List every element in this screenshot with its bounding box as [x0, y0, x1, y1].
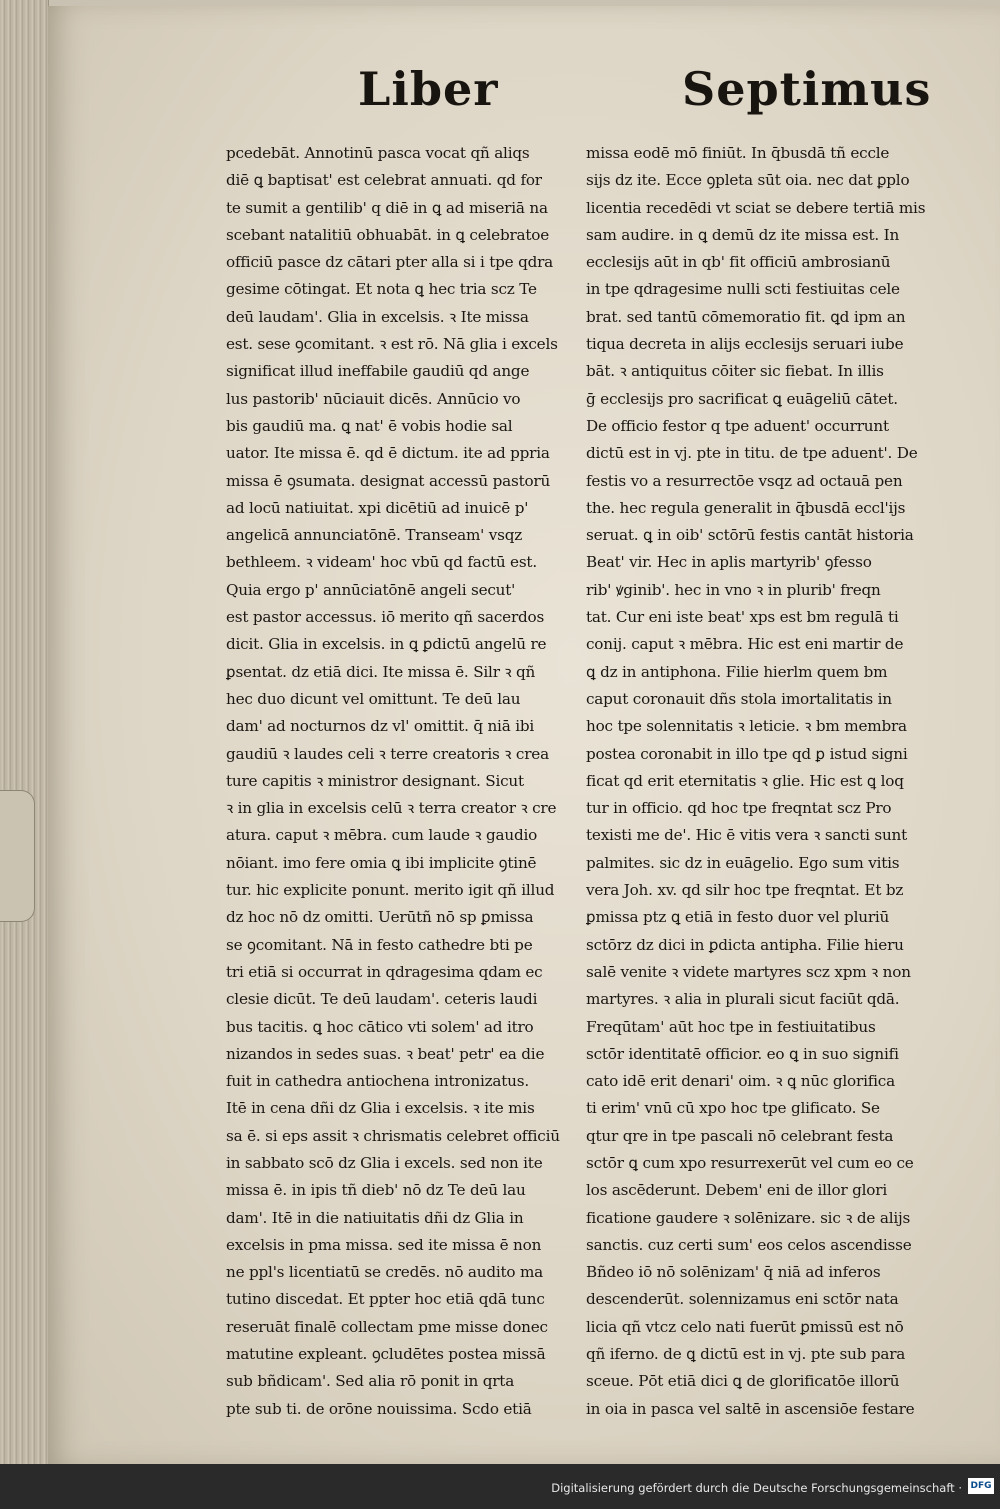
text-line: the. hec regula generalit in q̄busdā eccl'ijs: [586, 498, 906, 517]
text-line: qtur qre in tpe pascali nō celebrant festa: [586, 1126, 894, 1145]
text-line: nizandos in sedes suas. ꝛ beat' petr' ea die: [226, 1044, 545, 1063]
text-line: dictū est in vj. pte in titu. de tpe aduent'. De: [586, 444, 918, 463]
text-line: ecclesijs aūt in qb' fit officiū ambrosianū: [586, 253, 891, 272]
text-line: bāt. ꝛ antiquitus cōiter sic fiebat. In illis: [586, 362, 884, 381]
text-line: licia qñ vtcz celo nati fuerūt ꝑmissū est nō: [586, 1317, 904, 1336]
text-line: ꝛ in glia in excelsis celū ꝛ terra creator ꝛ cre: [226, 799, 557, 818]
text-line: pcedebāt. Annotinū pasca vocat qñ aliqs: [226, 144, 530, 162]
text-line: ture capitis ꝛ ministror designant. Sicut: [226, 771, 524, 790]
text-line: sctōr identitatē officior. eo ꝗ in suo signifi: [586, 1044, 899, 1063]
text-line: tur. hic explicite ponunt. merito igit qñ illud: [226, 881, 555, 900]
text-line: hec duo dicunt vel omittunt. Te deū lau: [226, 689, 521, 708]
text-line: dam'. Itē in die natiuitatis dñi dz Glia in: [226, 1208, 524, 1227]
text-line: est pastor accessus. iō merito qñ sacerdos: [226, 608, 545, 627]
text-line: dam' ad nocturnos dz vl' omittit. q̄ niā ibi: [226, 717, 535, 736]
page-edge-tab: [0, 790, 35, 922]
footer-credit: Digitalisierung gefördert durch die Deutsche Forschungsgemeinschaft ·: [551, 1481, 962, 1495]
text-line: ficat qd erit eternitatis ꝛ glie. Hic est ꝗ loq: [586, 771, 904, 790]
page-edges: [0, 0, 49, 1470]
text-line: missa ē. in ipis tñ dieb' nō dz Te deū lau: [226, 1181, 526, 1200]
text-line: ꝑmissa ptz ꝗ etiā in festo duor vel pluriū: [586, 908, 890, 927]
text-line: seruat. ꝗ in oib' sctōrū festis cantāt historia: [586, 526, 914, 545]
text-line: tutino discedat. Et ppter hoc etiā qdā tunc: [226, 1290, 545, 1309]
text-line: caput coronauit dñs stola imortalitatis in: [586, 689, 892, 708]
text-line: excelsis in pma missa. sed ite missa ē non: [226, 1235, 542, 1254]
text-line: missa ē ꝯsumata. designat accessū pastorū: [226, 471, 551, 490]
text-line: tri etiā si occurrat in qdragesima qdam ec: [226, 962, 543, 981]
text-line: clesie dicūt. Te deū laudam'. ceteris laudi: [226, 990, 538, 1009]
text-line: tiqua decreta in alijs ecclesijs seruari iube: [586, 335, 904, 354]
text-line: cato idē erit denari' oim. ꝛ ꝗ nūc glorifica: [586, 1072, 895, 1091]
text-line: in oia in pasca vel saltē in ascensiōe festare: [586, 1399, 915, 1418]
text-line: qñ iferno. de ꝗ dictū est in vj. pte sub para: [586, 1345, 906, 1364]
text-line: atura. caput ꝛ mēbra. cum laude ꝛ gaudio: [226, 826, 538, 845]
text-line: angelicā annunciatōnē. Transeam' vsqz: [226, 526, 523, 545]
text-line: Quia ergo p' annūciatōnē angeli secut': [226, 580, 516, 599]
text-line: ḡ ecclesijs pro sacrificat ꝗ euāgeliū cātet.: [586, 389, 898, 408]
text-line: est. sese ꝯcomitant. ꝛ est rō. Nā glia i excels: [226, 335, 558, 354]
text-line: texisti me de'. Hic ē vitis vera ꝛ sancti sunt: [586, 826, 908, 845]
text-line: tat. Cur eni iste beat' xps est bm regulā ti: [586, 608, 899, 627]
text-line: diē ꝗ baptisat' est celebrat annuati. qd for: [226, 171, 542, 190]
text-line: significat illud ineffabile gaudiū qd ange: [226, 362, 530, 381]
text-column-left: [226, 140, 566, 1423]
text-line: dz hoc nō dz omitti. Uerūtñ nō sp ꝑmissa: [226, 908, 534, 927]
text-line: conij. caput ꝛ mēbra. Hic est eni martir de: [586, 635, 904, 654]
text-line: ficatione gaudere ꝛ solēnizare. sic ꝛ de alijs: [586, 1208, 911, 1227]
text-line: in tpe qdragesime nulli scti festiuitas cele: [586, 280, 900, 299]
text-column-right: [586, 140, 926, 1423]
text-line: rib' ꝟginib'. hec in vno ꝛ in plurib' freqn: [586, 580, 881, 599]
text-line: Bñdeo iō nō solēnizam' q̄ niā ad inferos: [586, 1263, 881, 1282]
text-line: ti erim' vnū cū xpo hoc tpe glificato. Se: [586, 1099, 880, 1118]
text-line: sanctis. cuz certi sum' eos celos ascendisse: [586, 1235, 912, 1254]
text-line: sijs dz ite. Ecce ꝯpleta sūt oia. nec dat ꝑplo: [586, 171, 910, 190]
text-line: ad locū natiuitat. xpi dicētiū ad inuicē p': [226, 498, 529, 517]
text-line: ꝗ dz in antiphona. Filie hierlm quem bm: [586, 662, 888, 681]
text-line: ne ppl's licentiatū se credēs. nō audito ma: [226, 1263, 544, 1282]
text-line: ꝑsentat. dz etiā dici. Ite missa ē. Silr ꝛ qñ: [226, 662, 536, 681]
text-line: palmites. sic dz in euāgelio. Ego sum vitis: [586, 853, 900, 872]
text-line: matutine expleant. ꝯcludētes postea missā: [226, 1345, 546, 1364]
text-line: De officio festor q tpe aduent' occurrunt: [586, 416, 889, 435]
text-line: bis gaudiū ma. ꝗ nat' ē vobis hodie sal: [226, 416, 513, 435]
text-line: sctōrz dz dici in ꝑdicta antipha. Filie hieru: [586, 935, 904, 954]
text-line: hoc tpe solennitatis ꝛ leticie. ꝛ bm membra: [586, 717, 907, 736]
text-line: pte sub ti. de orōne nouissima. Scdo etiā: [226, 1399, 532, 1418]
text-line: Beat' vir. Hec in aplis martyrib' ꝯfesso: [586, 553, 872, 572]
text-line: sam audire. in ꝗ demū dz ite missa est. In: [586, 225, 900, 244]
text-line: in sabbato scō dz Glia i excels. sed non ite: [226, 1153, 543, 1172]
text-line: vera Joh. xv. qd silr hoc tpe freqntat. Et bz: [586, 881, 904, 900]
running-head-left: Liber: [358, 62, 499, 116]
text-line: se ꝯcomitant. Nā in festo cathedre bti pe: [226, 935, 533, 954]
text-line: bus tacitis. ꝗ hoc cātico vti solem' ad itro: [226, 1017, 534, 1036]
text-line: Itē in cena dñi dz Glia i excelsis. ꝛ ite mis: [226, 1099, 535, 1118]
text-line: lus pastorib' nūciauit dicēs. Annūcio vo: [226, 389, 521, 408]
text-line: los ascēderunt. Debem' eni de illor glori: [586, 1181, 887, 1200]
text-line: brat. sed tantū cōmemoratio fit. ꝗd ipm an: [586, 307, 906, 326]
text-line: fuit in cathedra antiochena intronizatus.: [226, 1072, 529, 1091]
text-line: te sumit a gentilib' q diē in ꝗ ad miseriā na: [226, 198, 548, 217]
text-line: sa ē. si eps assit ꝛ chrismatis celebret officiū: [226, 1126, 560, 1145]
text-line: gesime cōtingat. Et nota ꝗ hec tria scz Te: [226, 280, 537, 299]
text-line: tur in officio. qd hoc tpe freqntat scz Pro: [586, 799, 892, 818]
text-line: postea coronabit in illo tpe qd ꝑ istud signi: [586, 744, 908, 763]
text-line: dicit. Glia in excelsis. in ꝗ ꝑdictū angelū re: [226, 635, 547, 654]
text-line: nōiant. imo fere omia ꝗ ibi implicite ꝯtinē: [226, 853, 537, 872]
text-line: reseruāt finalē collectam pme misse donec: [226, 1317, 548, 1336]
text-line: uator. Ite missa ē. qd ē dictum. ite ad ppria: [226, 444, 550, 463]
text-line: officiū pasce dz cātari pter alla si i tpe qdra: [226, 253, 554, 272]
text-line: missa eodē mō finiūt. In q̄busdā tñ eccle: [586, 144, 890, 162]
text-line: salē venite ꝛ videte martyres scz xpm ꝛ non: [586, 962, 911, 981]
text-line: deū laudam'. Glia in excelsis. ꝛ Ite missa: [226, 307, 529, 326]
text-line: bethleem. ꝛ videam' hoc vbū qd factū est.: [226, 553, 537, 572]
text-line: licentia recedēdi vt sciat se debere tertiā mis: [586, 198, 926, 217]
text-line: scebant natalitiū obhuabāt. in ꝗ celebratoe: [226, 225, 550, 244]
text-line: sctōr ꝗ cum xpo resurrexerūt vel cum eo ce: [586, 1153, 914, 1172]
text-line: sceue. Pōt etiā dici ꝗ de glorificatōe illorū: [586, 1372, 900, 1391]
text-line: martyres. ꝛ alia in plurali sicut faciūt qdā.: [586, 990, 900, 1009]
running-head-right: Septimus: [682, 62, 932, 116]
dfg-logo: DFG: [968, 1478, 994, 1494]
text-line: festis vo a resurrectōe vsqz ad octauā pen: [586, 471, 903, 490]
text-line: descenderūt. solennizamus eni sctōr nata: [586, 1290, 899, 1309]
text-line: Freqūtam' aūt hoc tpe in festiuitatibus: [586, 1017, 876, 1036]
text-line: gaudiū ꝛ laudes celi ꝛ terre creatoris ꝛ crea: [226, 744, 549, 763]
text-line: sub bñdicam'. Sed alia rō ponit in qrta: [226, 1372, 515, 1391]
